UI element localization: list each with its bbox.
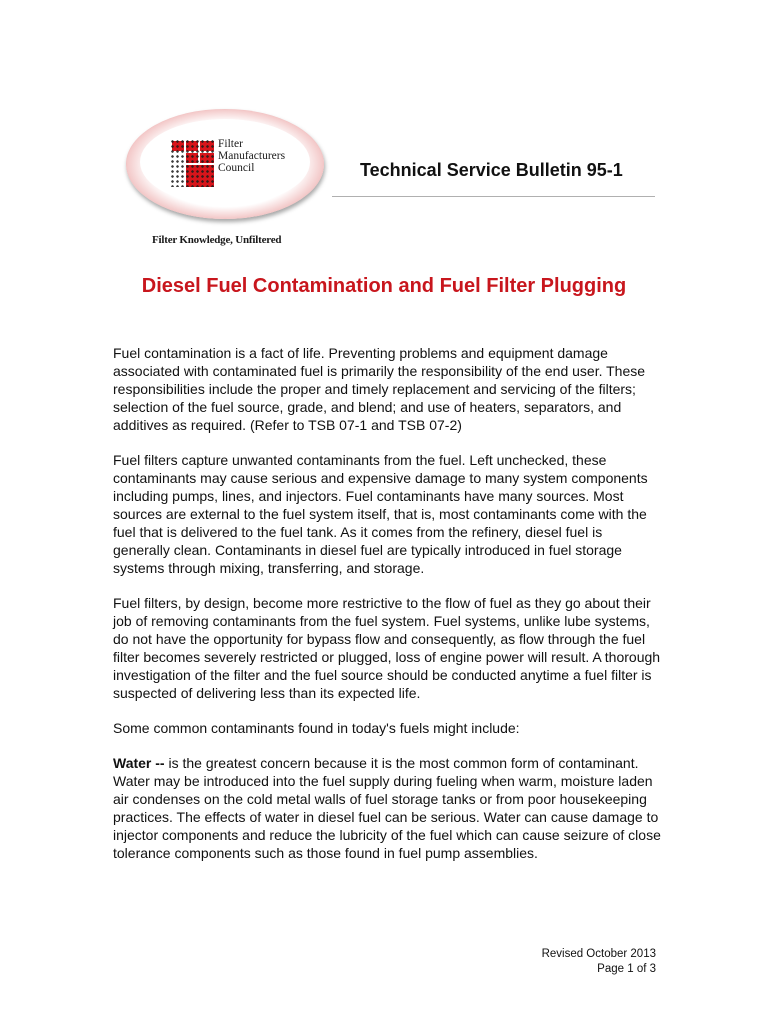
water-paragraph <box>113 754 661 862</box>
logo-text <box>218 138 308 174</box>
water-text: is the greatest concern because it is the most common form of contaminant. Water may be introduced into the fuel supply during fueling when warm, moisture laden air condenses on the cold metal walls of fuel storage tanks or from poor housekeeping practices. The effects of water in diesel fuel can be serious. Water can cause damage to injector components and reduce the lubricity of the fuel which can cause seizure of close tolerance components such as those found in fuel pump assemblies. <box>113 755 661 861</box>
page-footer <box>542 947 656 977</box>
document-body <box>113 344 661 879</box>
page-number: Page 1 of 3 <box>597 963 656 975</box>
logo-text-line: Manufacturers <box>218 150 286 162</box>
revised-date: Revised October 2013 <box>541 948 656 960</box>
logo-text-line: Council <box>218 162 255 174</box>
paragraph: Fuel filters capture unwanted contaminants from the fuel. Left unchecked, these contaminants may cause serious and expensive damage to many system components including pumps, lines, and injectors. Fuel contaminants have many sources. Most sources are external to the fuel system itself, that is, most contaminants come with the fuel that is delivered to the fuel tank. As it comes from the refinery, diesel fuel is generally clean. Contaminants in diesel fuel are typically introduced in fuel storage systems through mixing, transferring, and storage. <box>113 452 648 576</box>
document-title: Diesel Fuel Contamination and Fuel Filter Plugging <box>141 275 627 297</box>
logo-text-line: Filter <box>218 138 243 150</box>
paragraph: Fuel filters, by design, become more restrictive to the flow of fuel as they go about their job of removing contaminants from the fuel system. Fuel systems, unlike lube systems, do not have the opportunity for bypass flow and consequently, as flow through the fuel filter becomes severely restricted or plugged, loss of engine power will result. A thorough investigation of the filter and the fuel source should be conducted anytime a fuel filter is suspected of delivering less than its expected life. <box>113 595 661 701</box>
logo-dot-pattern <box>170 139 214 187</box>
header-divider <box>332 196 655 197</box>
paragraph: Fuel contamination is a fact of life. Preventing problems and equipment damage associated with contaminated fuel is primarily the responsibility of the end user. These responsibilities include the proper and timely replacement and servicing of the filters; selection of the fuel source, grade, and blend; and use of heaters, separators, and additives as required. (Refer to TSB 07-1 and TSB 07-2) <box>113 345 646 433</box>
fmc-logo <box>126 107 326 247</box>
water-label: Water -- <box>113 755 165 771</box>
paragraph: Some common contaminants found in today's fuels might include: <box>113 720 520 736</box>
bulletin-title: Technical Service Bulletin 95-1 <box>360 160 623 180</box>
logo-tagline: Filter Knowledge, Unfiltered <box>152 234 282 246</box>
